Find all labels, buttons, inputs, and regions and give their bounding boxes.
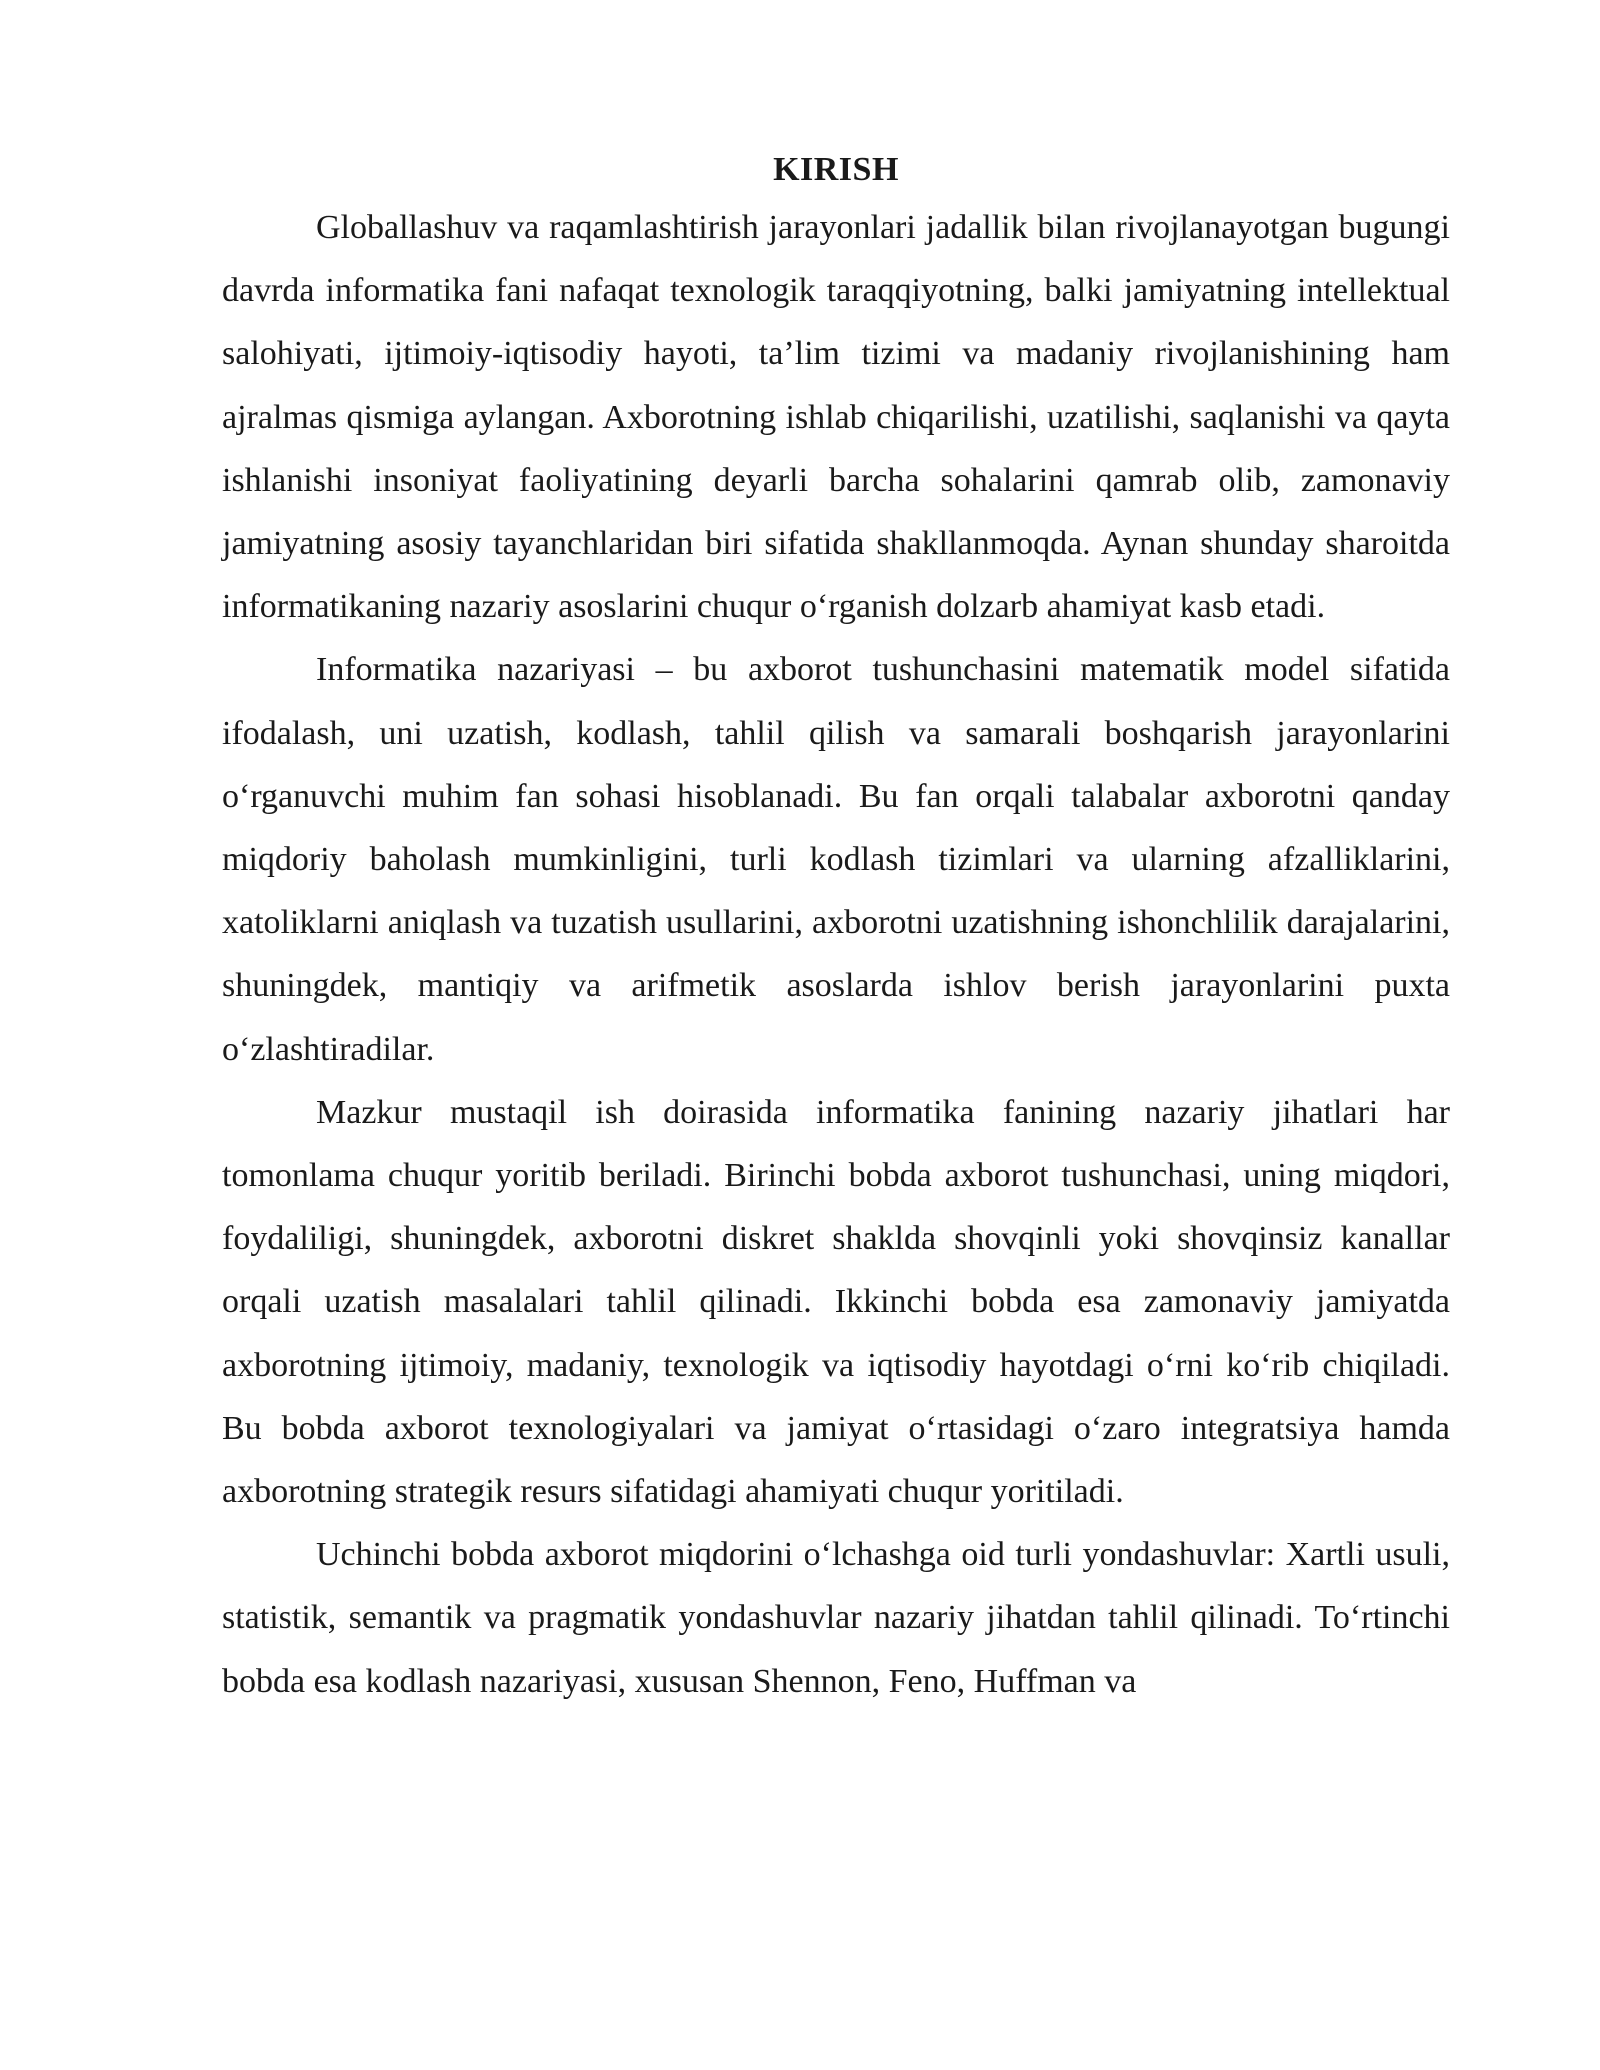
page-title: KIRISH: [773, 151, 899, 188]
paragraph-3: Mazkur mustaqil ish doirasida informatika fanining nazariy jihatlari har tomonlama chuqur yoritib beriladi. Birinchi bobda axborot tushunchasi, uning miqdori, foydaliligi, shuningdek, axborotni diskret shaklda shovqinli yoki shovqinsiz kanallar orqali uzatish masalalari tahlil qilinadi. Ikkinchi bobda esa zamonaviy jamiyatda axborotning ijtimoiy, madaniy, texnologik va iqtisodiy hayotdagi o‘rni ko‘rib chiqiladi. Bu bobda axborot texnologiyalari va jamiyat o‘rtasidagi o‘zaro integratsiya hamda axborotning strategik resurs sifatidagi ahamiyati chuqur yoritiladi.: [222, 1093, 1450, 1511]
paragraph-4: Uchinchi bobda axborot miqdorini o‘lchashga oid turli yondashuvlar: Xartli usuli, statistik, semantik va pragmatik yondashuvlar nazariy jihatdan tahlil qilinadi. To‘rtinchi bobda esa kodlash nazariyasi, xususan Shennon, Feno, Huffman va: [222, 1536, 1450, 1700]
document-body: [222, 148, 1450, 1713]
paragraph-2: Informatika nazariyasi – bu axborot tushunchasini matematik model sifatida ifodalash, uni uzatish, kodlash, tahlil qilish va samarali boshqarish jarayonlarini o‘rganuvchi muhim fan sohasi hisoblanadi. Bu fan orqali talabalar axborotni qanday miqdoriy baholash mumkinligini, turli kodlash tizimlari va ularning afzalliklarini, xatoliklarni aniqlash va tuzatish usullarini, axborotni uzatishning ishonchlilik darajalarini, shuningdek, mantiqiy va arifmetik asoslarda ishlov berish jarayonlarini puxta o‘zlashtiradilar.: [222, 651, 1450, 1068]
paragraph-1: Globallashuv va raqamlashtirish jarayonlari jadallik bilan rivojlanayotgan bugungi davrda informatika fani nafaqat texnologik taraqqiyotning, balki jamiyatning intellektual salohiyati, ijtimoiy-iqtisodiy hayoti, ta’lim tizimi va madaniy rivojlanishining ham ajralmas qismiga aylangan. Axborotning ishlab chiqarilishi, uzatilishi, saqlanishi va qayta ishlanishi insoniyat faoliyatining deyarli barcha sohalarini qamrab olib, zamonaviy jamiyatning asosiy tayanchlaridan biri sifatida shakllanmoqda. Aynan shunday sharoitda informatikaning nazariy asoslarini chuqur o‘rganish dolzarb ahamiyat kasb etadi.: [222, 209, 1450, 626]
